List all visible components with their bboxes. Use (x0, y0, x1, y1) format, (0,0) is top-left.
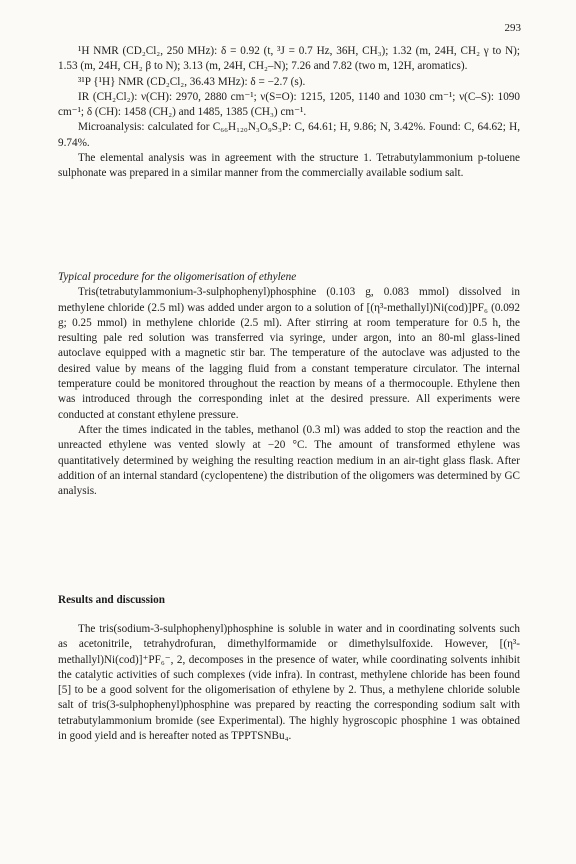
results-section (58, 622, 520, 744)
results-para-1: The tris(sodium-3-sulphophenyl)phosphine is soluble in water and in coordinating solvents such as acetonitrile, tetrahydrofuran, dimethylformamide or dimethylsulfoxide. However, [(η³-methallyl)Ni(cod)]⁺PF₆⁻, 2, decomposes in the presence of water, while coordinating solvents inhibit the catalytic activities of such complexes (vide infra). In contrast, methylene chloride has been found [5] to be a good solvent for the oligomerisation of ethylene by 2. Thus, a methylene chloride soluble salt of tris(3-sulphophenyl)phosphine was prepared by reacting the corresponding sodium salt with tetrabutylammonium bromide (see Experimental). The highly hygroscopic phosphine 1 was obtained in good yield and is hereafter noted as TPPTSNBu₄. (58, 623, 520, 743)
nmr-data-block (58, 44, 520, 182)
page-number: 293 (504, 22, 521, 34)
elemental-paragraph: The elemental analysis was in agreement with the structure 1. Tetrabutylammonium p-toluene sulphonate was prepared in a similar manner from the commercially available sodium salt. (58, 152, 520, 180)
section-heading-results: Results and discussion (58, 594, 165, 606)
typical-para-2: After the times indicated in the tables, methanol (0.3 ml) was added to stop the reaction and the unreacted ethylene was vented slowly at −20 °C. The amount of transformed ethylene was quantitatively determined by weighing the resulting reaction medium in an air-tight glass flask. After addition of an internal standard (cyclopentene) the distribution of the oligomers was determined by GC analysis. (58, 423, 520, 498)
h-nmr-line: ¹H NMR (CD₂Cl₂, 250 MHz): δ = 0.92 (t, ³J = 0.7 Hz, 36H, CH₃); 1.32 (m, 24H, CH₂ γ to N); 1.53 (m, 24H, CH₂ β to N); 3.13 (m, 24H, CH₂–N); 7.26 and 7.82 (two m, 12H, aromatics). (58, 45, 520, 73)
ir-line: IR (CH₂Cl₂): ν(CH): 2970, 2880 cm⁻¹; ν(S=O): 1215, 1205, 1140 and 1030 cm⁻¹; ν(C–S): 1090 cm⁻¹; δ (CH): 1458 (CH₂) and 1485, 1385 (CH₃) cm⁻¹. (58, 90, 520, 119)
section-heading-typical: Typical procedure for the oligomerisation of ethylene (58, 271, 297, 283)
microanalysis-line: Microanalysis: calculated for C₆₆H₁₂₀N₃O₉S₃P: C, 64.61; H, 9.86; N, 3.42%. Found: C, 64.62; H, 9.74%. (58, 121, 520, 149)
p-nmr-line: ³¹P {¹H} NMR (CD₂Cl₂, 36.43 MHz): δ = −2.7 (s). (78, 75, 306, 88)
typical-para-1: Tris(tetrabutylammonium-3-sulphophenyl)phosphine (0.103 g, 0.083 mmol) dissolved in methylene chloride (2.5 ml) was added under argon to a solution of [(η³-methallyl)Ni(cod)]PF₆ (0.092 g; 0.25 mmol) in methylene chloride (2.5 ml). After stirring at room temperature for 0.5 h, the resulting pale red solution was transferred via syringe, under argon, into an 80-ml glass-lined autoclave equipped with a magnetic stir bar. The temperature of the autoclave was adjusted to the desired value by means of the lagging fluid from a constant temperature circulator. The internal temperature could be monitored throughout the reaction by means of a thermocouple. Ethylene then was introduced through the corresponding inlet at the desired pressure. All experiments were conducted at constant ethylene pressure. (58, 286, 520, 421)
typical-procedure-section (58, 270, 520, 499)
